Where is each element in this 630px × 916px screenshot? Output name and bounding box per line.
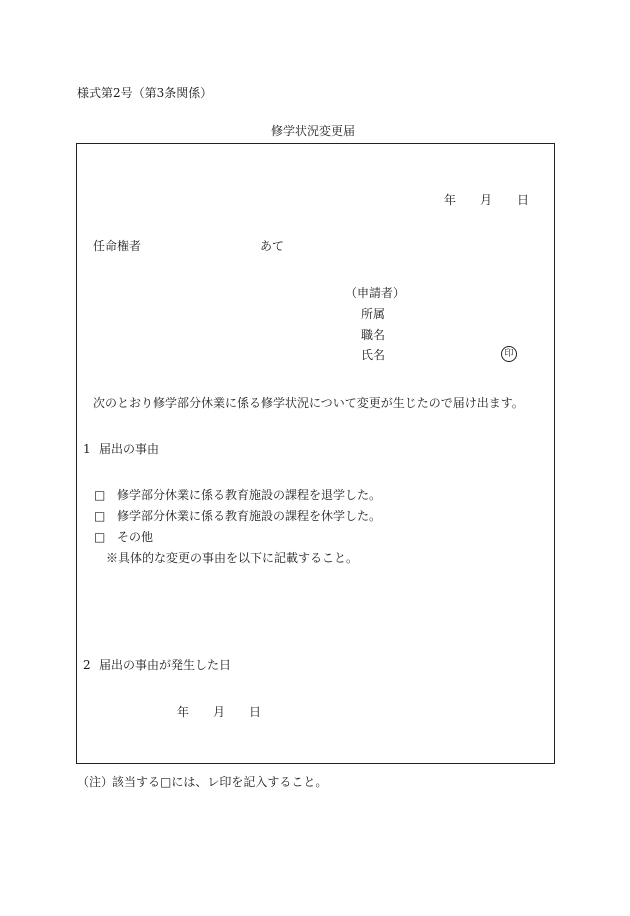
- date-day: 日: [517, 193, 530, 207]
- section1-note: ※具体的な変更の事由を以下に記載すること。: [106, 551, 359, 565]
- applicant-name: 氏名: [361, 348, 386, 362]
- option-3-checkbox: □: [94, 530, 106, 544]
- section2-number: 2: [83, 658, 91, 672]
- section2-day: 日: [249, 705, 262, 719]
- section1-heading: 届出の事由: [99, 442, 160, 456]
- applicant-position: 職名: [361, 328, 386, 342]
- form-title: 修学状況変更届: [271, 124, 356, 138]
- statement: 次のとおり修学部分休業に係る修学状況について変更が生じたので届け出ます。: [93, 396, 524, 410]
- footnote-label: （注）: [77, 775, 114, 789]
- seal-mark: 印: [501, 346, 517, 362]
- date-month: 月: [480, 193, 493, 207]
- addressee-label: 任命権者: [93, 239, 142, 253]
- section2-heading: 届出の事由が発生した日: [99, 658, 232, 672]
- option-3-text: その他: [117, 530, 154, 544]
- section1-number: 1: [83, 442, 91, 456]
- date-year: 年: [444, 193, 457, 207]
- applicant-heading: （申請者）: [345, 286, 406, 300]
- option-1-text: 修学部分休業に係る教育施設の課程を退学した。: [117, 488, 382, 502]
- addressee-suffix: あて: [260, 239, 285, 253]
- option-2-text: 修学部分休業に係る教育施設の課程を休学した。: [117, 509, 382, 523]
- applicant-affiliation: 所属: [361, 307, 386, 321]
- form-number: 様式第2号（第3条関係）: [77, 86, 213, 100]
- section2-year: 年: [177, 705, 190, 719]
- section2-month: 月: [213, 705, 226, 719]
- option-2-checkbox: □: [94, 509, 106, 523]
- footnote-text: 該当する□には、レ印を記入すること。: [112, 775, 328, 789]
- option-1-checkbox: □: [94, 488, 106, 502]
